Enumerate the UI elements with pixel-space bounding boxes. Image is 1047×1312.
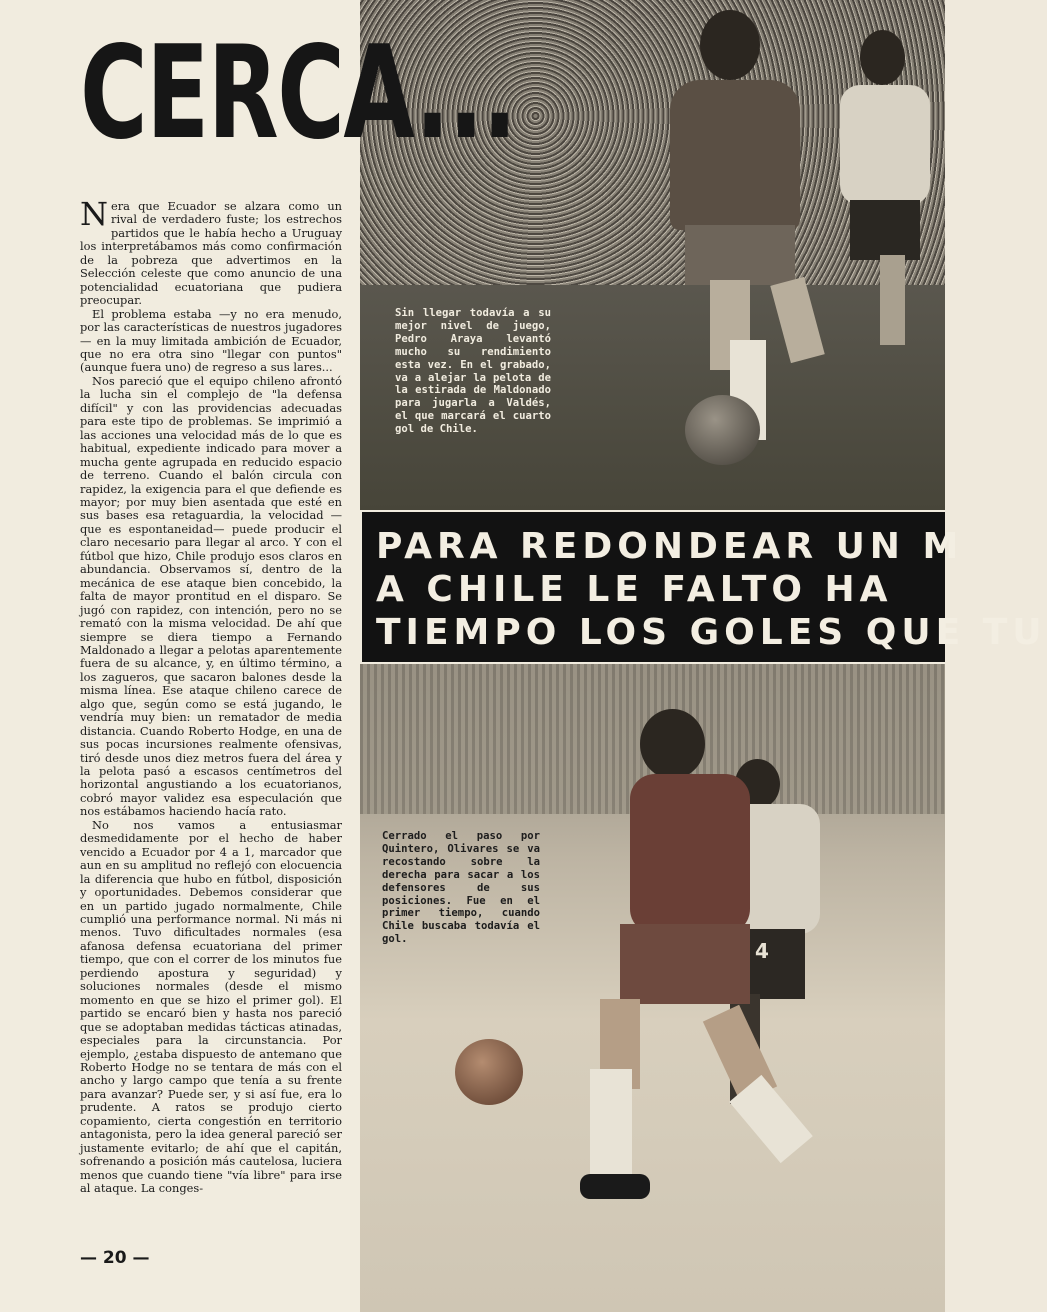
ball-bottom: [455, 1039, 523, 1105]
article-paragraph-3: Nos pareció que el equipo chileno afrontó la lucha sin el complejo de "la defensa difícil" y con las providencias adecuadas para este tipo de problemas. Se imprimió a las acciones una velocidad más de lo que es habitual, expediente indicado para mover a mucha gente agrupada en reducido espacio de terreno. Cuando el balón circula con rapidez, la exigencia para el que defiende es mayor; por muy bien asentada que esté en sus bases esa retaguardia, la velocidad —que es espontaneidad— puede producir el claro necesario para llegar al arco. Y con el fútbol que hizo, Chile produjo esos claros en abundancia. Observamos sí, dentro de la mecánica de ese ataque bien concebido, la falta de mayor prontitud en el disparo. Se jugó con rapidez, con intención, pero no se remató con la misma velocidad. De ahí que siempre se diera tiempo a Fernando Maldonado a llegar a pelotas aparentemente fuera de su alcance, y, en último término, a los zagueros, que sacaron balones desde la misma línea. Ese ataque chileno carece de algo que, según como se está jugando, le vendría muy bien: un rematador de media distancia. Cuando Roberto Hodge, en una de sus pocas incursiones realmente ofensivas, tiró desde unos diez metros fuera del área y la pelota pasó a escasos centímetros del horizontal angustiando a los ecuatorianos, cobró mayor validez esa especulación que nos estábamos haciendo hacía rato.: [80, 373, 342, 819]
photo-olivares: [360, 664, 945, 1312]
dropcap: N: [80, 195, 108, 233]
subheadline-banner: [362, 512, 1047, 662]
article-paragraph-1: Nera que Ecuador se alzara como un rival de verdadero fuste; los estrechos partidos que le había hecho a Uruguay los interpretábamos más como confirmación de la pobreza que advertimos en la Selección celeste que como anuncio de una potencialidad ecuatoriana que pudiera preocupar.: [80, 195, 342, 308]
page-number: — 20 —: [80, 1248, 150, 1268]
banner-line-3: TIEMPO LOS GOLES QUE TU: [376, 612, 1047, 653]
ball-top: [685, 395, 760, 465]
player-olivares: [580, 709, 820, 1209]
player-opponent-top: [830, 30, 940, 350]
photo-caption-bottom: Cerrado el paso por Quintero, Olivares se va recostando sobre la derecha para sacar a los defensores de sus posiciones. Fue en el primer tiempo, cuando Chile buscaba todavía el gol.: [382, 830, 540, 946]
player-araya: [630, 10, 830, 450]
photo-caption-top: Sin llegar todavía a su mejor nivel de juego, Pedro Araya levantó mucho su rendimiento esta vez. En el grabado, va a alejar la pelota de la estirada de Maldonado para jugarla a Valdés, el que marcará el cuarto gol de Chile.: [395, 307, 551, 436]
headline: CERCA...: [80, 19, 516, 168]
article-paragraph-4: No nos vamos a entusiasmar desmedidamente por el hecho de haber vencido a Ecuador por 4 a 1, marcador que aun en su amplitud no reflejó con elocuencia la diferencia que hubo en fútbol, disposición y oportunidades. Debemos considerar que en un partido jugado normalmente, Chile cumplió una performance normal. Ni más ni menos. Tuvo dificultades normales (esa afanosa defensa ecuatoriana del primer tiempo, que con el correr de los minutos fue perdiendo apostura y seguridad) y soluciones normales (desde el mismo momento en que se hizo el primer gol). El partido se encaró bien y hasta nos pareció que se adoptaban medidas tácticas atinadas, especiales para la circunstancia. Por ejemplo, ¿estaba dispuesto de antemano que Roberto Hodge no se tentara de más con el ancho y largo campo que tenía a su frente para avanzar? Puede ser, y si así fue, era lo prudente. A ratos se produjo cierto copamiento, cierta congestión en territorio antagonista, pero la idea general pareció ser justamente evitarlo; de ahí que el capitán, sofrenando a posición más cautelosa, luciera menos que cuando tiene "vía libre" para irse al ataque. La conges-: [80, 817, 342, 1196]
banner-line-1: PARA REDONDEAR UN M: [376, 526, 964, 567]
jersey-number: 4: [755, 939, 769, 963]
article-paragraph-2: El problema estaba —y no era menudo, por las características de nuestros jugadores— en la muy limitada ambición de Ecuador, que no era otra sino "llegar con puntos" (aunque fuera uno) de regreso a sus lares...: [80, 306, 342, 375]
banner-line-2: A CHILE LE FALTO HA: [376, 569, 893, 610]
article-body: [80, 195, 342, 1250]
